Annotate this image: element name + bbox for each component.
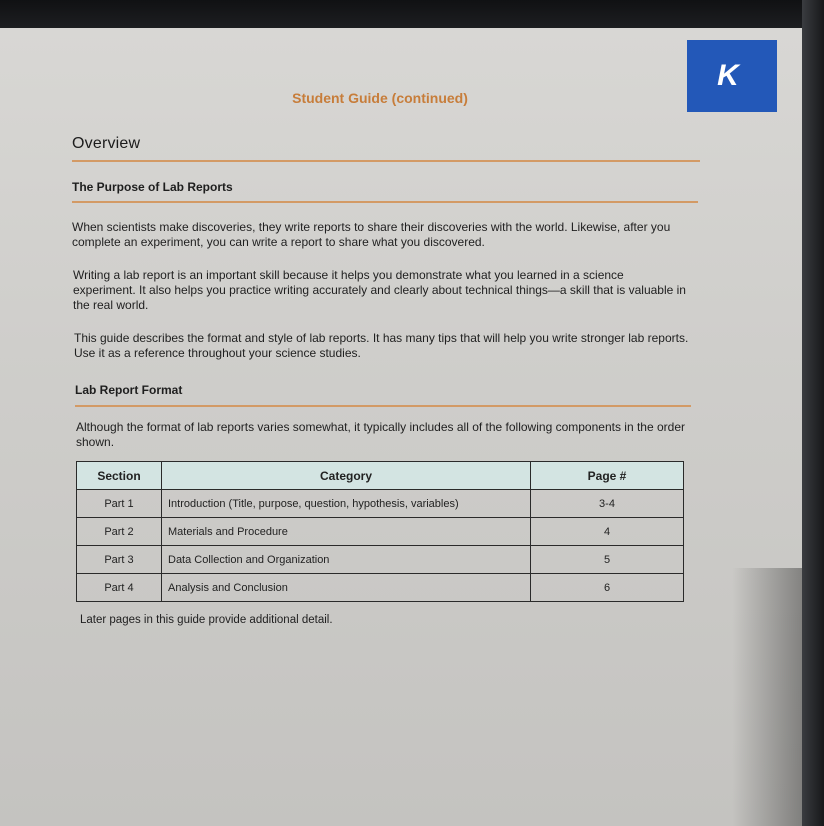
header-section: Section [77,462,162,490]
table-row [77,546,684,574]
page-title: Student Guide (continued) [292,90,468,106]
cell-category: Materials and Procedure [162,518,531,546]
cell-section: Part 4 [77,574,162,602]
paragraph-2: Writing a lab report is an important skill because it helps you demonstrate what you learned in a science experiment. It also helps you practice writing accurately and clearly about technical things—a skill that is valuable in the real world. [73,268,686,312]
cell-category: Data Collection and Organization [162,546,531,574]
purpose-rule [72,201,698,203]
header-category: Category [162,462,531,490]
cell-page: 3-4 [531,490,684,518]
table-row [77,518,684,546]
table-note: Later pages in this guide provide additional detail. [80,614,333,626]
cell-page: 6 [531,574,684,602]
document-page [0,28,802,826]
overview-rule [72,160,700,162]
table-row [77,490,684,518]
monitor-right-bezel [802,0,824,826]
cell-section: Part 1 [77,490,162,518]
cell-section: Part 3 [77,546,162,574]
overview-heading: Overview [72,135,141,152]
header-page: Page # [531,462,684,490]
logo-letter: K [717,59,739,92]
lab-report-format-table [76,461,684,602]
paragraph-3: This guide describes the format and style of lab reports. It has many tips that will help you write stronger lab reports. Use it as a reference throughout your science studies. [74,331,689,360]
format-heading: Lab Report Format [75,383,183,397]
format-intro: Although the format of lab reports varies somewhat, it typically includes all of the following components in the order shown. [76,420,685,449]
format-rule [75,405,691,407]
table-row [77,574,684,602]
cell-category: Introduction (Title, purpose, question, hypothesis, variables) [162,490,531,518]
cell-category: Analysis and Conclusion [162,574,531,602]
cell-page: 5 [531,546,684,574]
paragraph-1: When scientists make discoveries, they write reports to share their discoveries with the world. Likewise, after you complete an experiment, you can write a report to share what you discovered. [72,220,671,249]
cell-section: Part 2 [77,518,162,546]
table-header-row [77,462,684,490]
cell-page: 4 [531,518,684,546]
page-shadow [732,568,802,826]
purpose-heading: The Purpose of Lab Reports [72,180,233,194]
monitor-top-bezel [0,0,824,30]
